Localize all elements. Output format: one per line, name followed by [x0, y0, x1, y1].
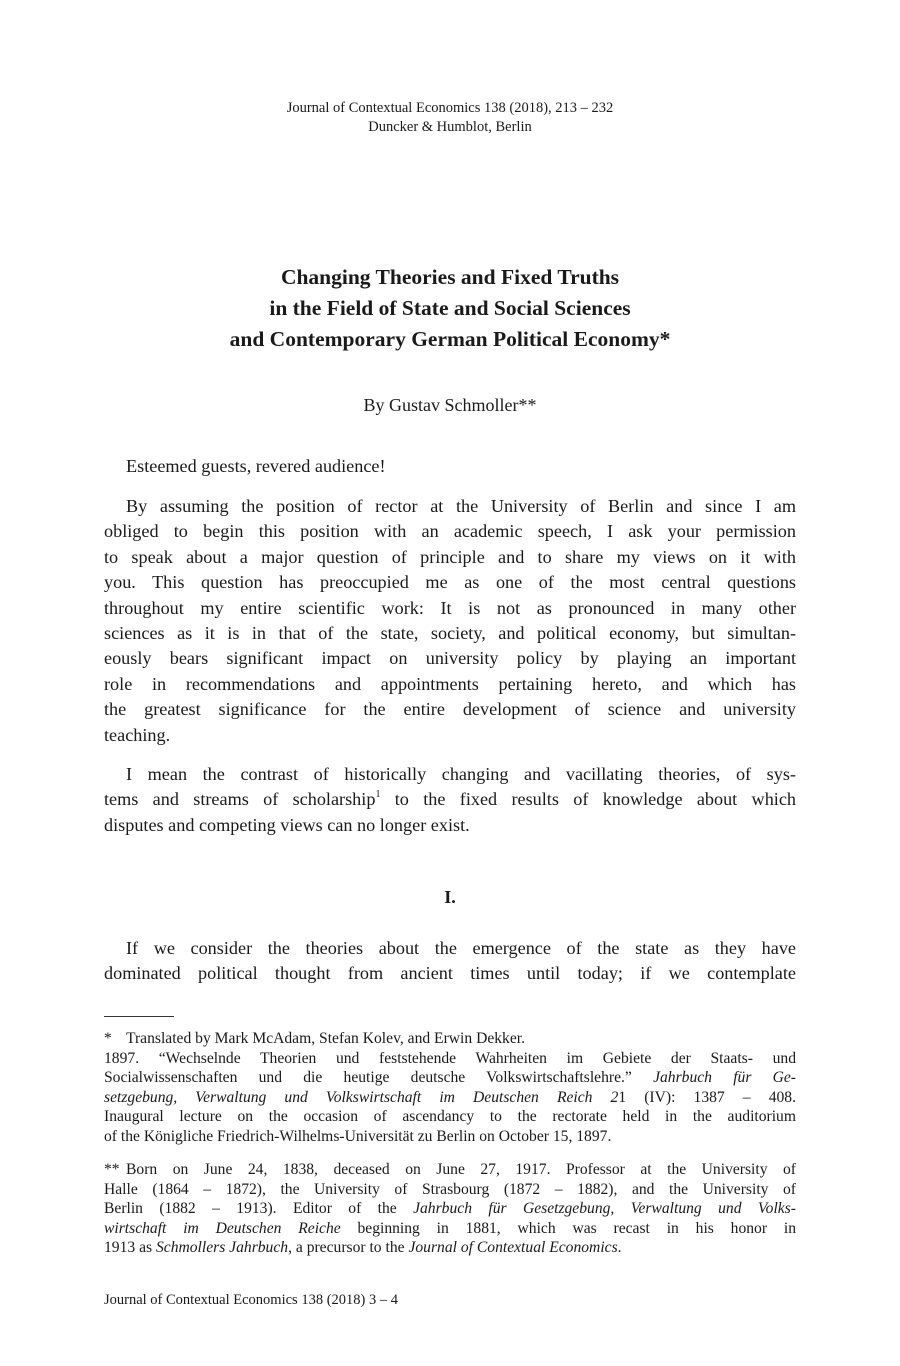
footnote-1-text: Translated by Mark McAdam, Stefan Kolev, and Erwin Dekker. [126, 1030, 525, 1047]
journal-citation: Journal of Contextual Economics 138 (2018), 213 – 232 [286, 100, 614, 116]
author-byline: By Gustav Schmoller** [363, 395, 537, 415]
footnote-1 [104, 1029, 796, 1147]
paragraph-2-line: eously bears significant impact on university policy by playing an important [104, 648, 796, 669]
paragraph-2 [104, 494, 796, 838]
footnote-2-line [104, 1219, 796, 1239]
paragraph-2-line: role in recommendations and appointments pertaining hereto, and which has [104, 673, 796, 694]
section-heading: I. [444, 887, 456, 907]
footnote-reference-1[interactable]: 1 [375, 789, 381, 801]
footnote-1-italic: setzgebung, Verwaltung und Volkswirtschaft im Deutschen Reich 2 [104, 1088, 619, 1106]
footnote-1-text: 1 (IV): 1387 – 408. [618, 1088, 796, 1106]
paragraph-1-line: Esteemed guests, revered audience! [126, 456, 386, 476]
paragraph-3-line [104, 787, 796, 812]
footnote-2-text: Berlin (1882 – 1913). Editor of the [104, 1200, 414, 1218]
footnote-2-text: 1913 as [104, 1239, 156, 1257]
paragraph-3-text: tems and streams of scholarship [104, 789, 376, 810]
footnote-2-line: Halle (1864 – 1872), the University of Strasbourg (1872 – 1882), and the University of [104, 1180, 796, 1198]
footnote-2-italic: Schmollers Jahrbuch [155, 1239, 289, 1257]
publisher-line: Duncker & Humblot, Berlin [368, 119, 532, 135]
paragraph-2-line: By assuming the position of rector at the University of Berlin and since I am [126, 496, 796, 516]
footnote-2-line [104, 1238, 796, 1258]
paragraph-2-line: obliged to begin this position with an academic speech, I ask your permission [104, 521, 796, 542]
footnote-1-italic: Jahrbuch für Ge- [653, 1069, 797, 1087]
footnote-2-text: . [617, 1239, 622, 1257]
footnote-2-italic: wirtschaft im Deutschen Reiche [104, 1219, 341, 1237]
paragraph-2-line: teaching. [104, 724, 171, 745]
footnote-1-line [104, 1088, 796, 1108]
paragraph-1 [104, 454, 796, 479]
footnote-1-line [104, 1029, 796, 1049]
running-head [0, 99, 900, 137]
paragraph-3-line: I mean the contrast of historically changing and vacillating theories, of sys- [126, 764, 796, 785]
paragraph-2-line: to speak about a major question of principle and to share my views on it with [104, 546, 796, 567]
paragraph-3-text: to the fixed results of knowledge about which [380, 789, 797, 810]
paragraph-2-line: the greatest significance for the entire development of science and university [104, 699, 796, 720]
footnote-1-line: Inaugural lecture on the occasion of ascendancy to the rectorate held in the auditorium [104, 1108, 796, 1126]
paragraph-2-line: sciences as it is in that of the state, society, and political economy, but simultan- [104, 623, 796, 644]
footnote-2-mark: ** [104, 1161, 120, 1178]
paragraph-2-line: throughout my entire scientific work: It is not as pronounced in many other [104, 597, 796, 618]
footnote-2-text: Born on June 24, 1838, deceased on June 27, 1917. Professor at the University of [126, 1161, 796, 1178]
paragraph-3-line: disputes and competing views can no longer exist. [104, 814, 470, 835]
footnote-1-line [104, 1068, 796, 1088]
page-footer: Journal of Contextual Economics 138 (2018) 3 – 4 [104, 1292, 398, 1308]
footnote-2-italic: Jahrbuch für Gesetzgebung, Verwaltung und Volks- [413, 1200, 796, 1218]
article-title [0, 262, 900, 355]
paragraph-4-line: dominated political thought from ancient times until today; if we contemplate [104, 963, 796, 984]
footnote-rule [104, 1016, 174, 1017]
paragraph-2-line: you. This question has preoccupied me as one of the most central questions [104, 572, 796, 593]
footnote-1-text: Socialwissenschaften und die heutige deutsche Volkswirtschaftslehre.” [104, 1069, 654, 1087]
footnote-2-italic: Journal of Contextual Economics [408, 1239, 618, 1257]
footnote-2-line [104, 1160, 796, 1180]
footnote-1-mark: * [104, 1030, 112, 1047]
footnote-2-text: beginning in 1881, which was recast in his honor in [340, 1219, 796, 1237]
title-line-2: in the Field of State and Social Sciences [269, 296, 631, 320]
footnote-2 [104, 1160, 796, 1258]
title-line-1: Changing Theories and Fixed Truths [280, 265, 620, 289]
footnote-1-line: of the Königliche Friedrich-Wilhelms-Universität zu Berlin on October 15, 1897. [104, 1127, 612, 1145]
paragraph-4-line: If we consider the theories about the emergence of the state as they have [126, 938, 796, 958]
footnote-2-line [104, 1199, 796, 1219]
footnote-2-text: , a precursor to the [288, 1239, 409, 1257]
paragraph-4 [104, 936, 796, 987]
title-line-3: and Contemporary German Political Economy* [229, 327, 671, 351]
footnote-1-line: 1897. “Wechselnde Theorien und feststehende Wahrheiten im Gebiete der Staats- und [104, 1049, 796, 1067]
